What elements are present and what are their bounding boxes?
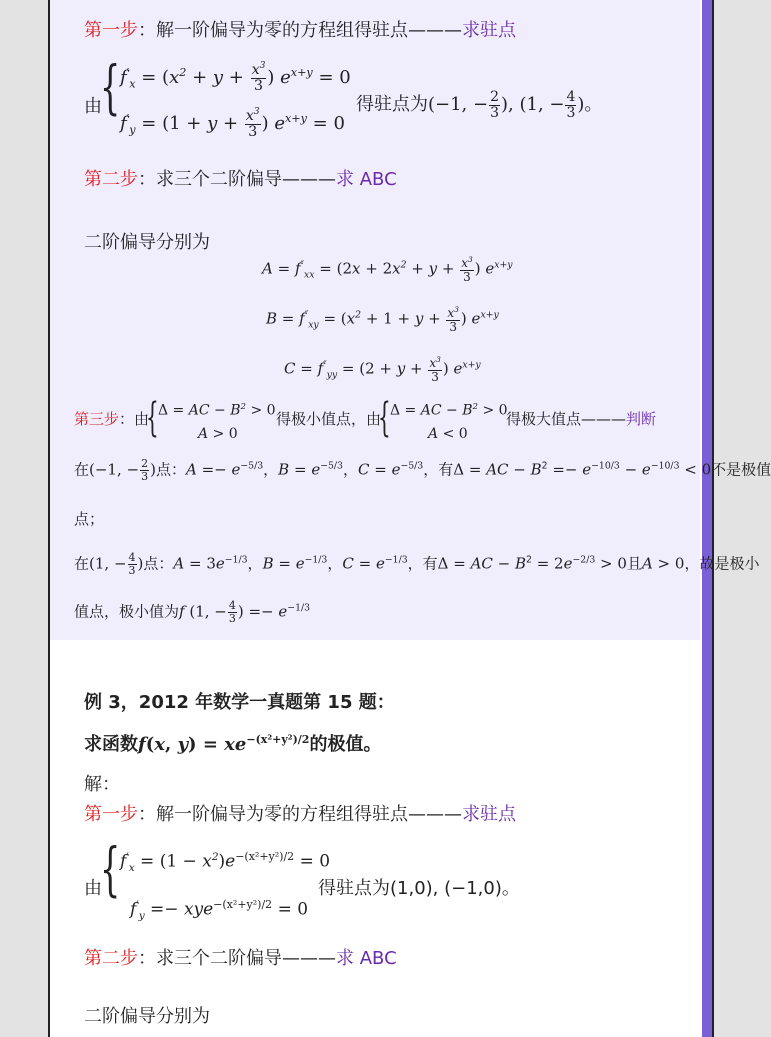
step-text: ：解一阶偏导为零的方程组得驻点——— xyxy=(138,804,462,825)
system-eq1: $f'_x = (x^2 + y$ + $\frac{x^3}{3}$ ) $e^{x+y} = 0$ xyxy=(120,61,351,94)
B-equation: $B = f''_{xy} = (x^2 + 1 + y$ + $\frac{x^3}{3}$ ) $e^{x+y}$ xyxy=(266,305,499,334)
step-tail: 判断 xyxy=(626,410,657,428)
stationary-text: 得驻点为 xyxy=(356,94,428,116)
step-tail: 求 ABC xyxy=(336,169,397,190)
right-accent-bar xyxy=(702,0,714,1037)
cond-min-text: 得极小值点，由 xyxy=(276,410,382,428)
second-derivatives-intro: 二阶偏导分别为 xyxy=(84,232,210,253)
cond-brace-max: { xyxy=(378,395,391,441)
step-label: 第一步 xyxy=(84,20,138,41)
s2-stationary-result: 得驻点为(1,0), (−1,0)。 xyxy=(318,878,520,899)
s2-eq1: $f'_x = (1 - x^2)e^{-(x^2+y^2)/2} = 0$ xyxy=(120,850,331,875)
point2-line2: 值点，极小值为f (1, − $\frac{4}{3}$ ) =− $e^{-1/3}$ xyxy=(74,599,311,625)
solution-label: 解： xyxy=(84,774,120,795)
cond-min-line2: A > 0 xyxy=(198,426,238,442)
point2-analysis: 在(1, − $\frac{4}{3}$ )点：$A = 3e^{-1/3}$，$B = e^{-1/3}$，$C = e^{-1/3}$，有Δ = AC − $B^2 = 2e^{-2/3} > 0$且A > 0，故是极小 xyxy=(74,551,760,577)
cond-max-line1: Δ = AC − $B^2 > 0$ xyxy=(390,402,508,419)
system-brace: { xyxy=(100,53,121,121)
s2-step2-heading xyxy=(84,944,397,970)
s2-you-label: 由 xyxy=(84,878,102,899)
step-text: ：求三个二阶偏导——— xyxy=(138,948,336,969)
step1-heading xyxy=(84,16,516,42)
cond-min-line1: Δ = AC − $B^2 > 0$ xyxy=(158,402,276,419)
step-tail: 求 ABC xyxy=(336,948,397,969)
example-title: 例 3，2012 年数学一真题第 15 题： xyxy=(84,692,395,713)
step-label: 第二步 xyxy=(84,948,138,969)
s2-step1-heading xyxy=(84,800,516,826)
system-eq2: $f'_y = (1 + y$ + $\frac{x^3}{3}$ ) $e^{x+y} = 0$ xyxy=(120,107,345,140)
stationary-result: 得驻点为(−1, − $\frac{2}{3}$ ), (1, − $\frac{4}{3}$ )。 xyxy=(356,89,603,121)
step-label: 第一步 xyxy=(84,804,138,825)
step3-heading xyxy=(74,408,149,429)
cond-max-text xyxy=(506,408,656,429)
step-text: ：由 xyxy=(119,410,150,428)
step-text: ：解一阶偏导为零的方程组得驻点——— xyxy=(138,20,462,41)
point1-line2: 点； xyxy=(74,510,105,528)
step-label: 第三步 xyxy=(74,410,120,428)
A-equation: $A = f''_{xx} = (2x + 2x^2 + y$ + $\frac{x^3}{3}$ ) $e^{x+y}$ xyxy=(262,255,513,284)
cond-brace-min: { xyxy=(146,395,159,441)
step-tail: 求驻点 xyxy=(462,20,516,41)
problem-statement: 求函数f(x, $y) = xe^{-(x^2+y^2)/2}$的极值。 xyxy=(84,733,382,755)
C-equation: $C = f''_{yy} = (2 + y$ + $\frac{x^3}{3}$ ) $e^{x+y}$ xyxy=(284,355,481,384)
step-tail: 求驻点 xyxy=(462,804,516,825)
cond-max-label: 得极大值点——— xyxy=(506,410,627,428)
s2-system-brace: { xyxy=(100,835,121,903)
s2-second-intro: 二阶偏导分别为 xyxy=(84,1006,210,1027)
step-text: ：求三个二阶偏导——— xyxy=(138,169,336,190)
point1-analysis: 在(−1, − $\frac{2}{3}$ )点：$A =- e^{-5/3}$，$B = e^{-5/3}$，$C = e^{-5/3}$，有Δ = AC − $B^2 =- e^{-10/3} - e^{-10/3} < 0$不是极值 xyxy=(74,457,771,483)
s2-eq2: $f'_y =- xye^{-(x^2+y^2)/2} = 0$ xyxy=(130,898,309,923)
cond-max-line2: A < 0 xyxy=(428,426,468,442)
step-label: 第二步 xyxy=(84,169,138,190)
you-label: 由 xyxy=(84,96,102,117)
step2-heading xyxy=(84,165,397,191)
